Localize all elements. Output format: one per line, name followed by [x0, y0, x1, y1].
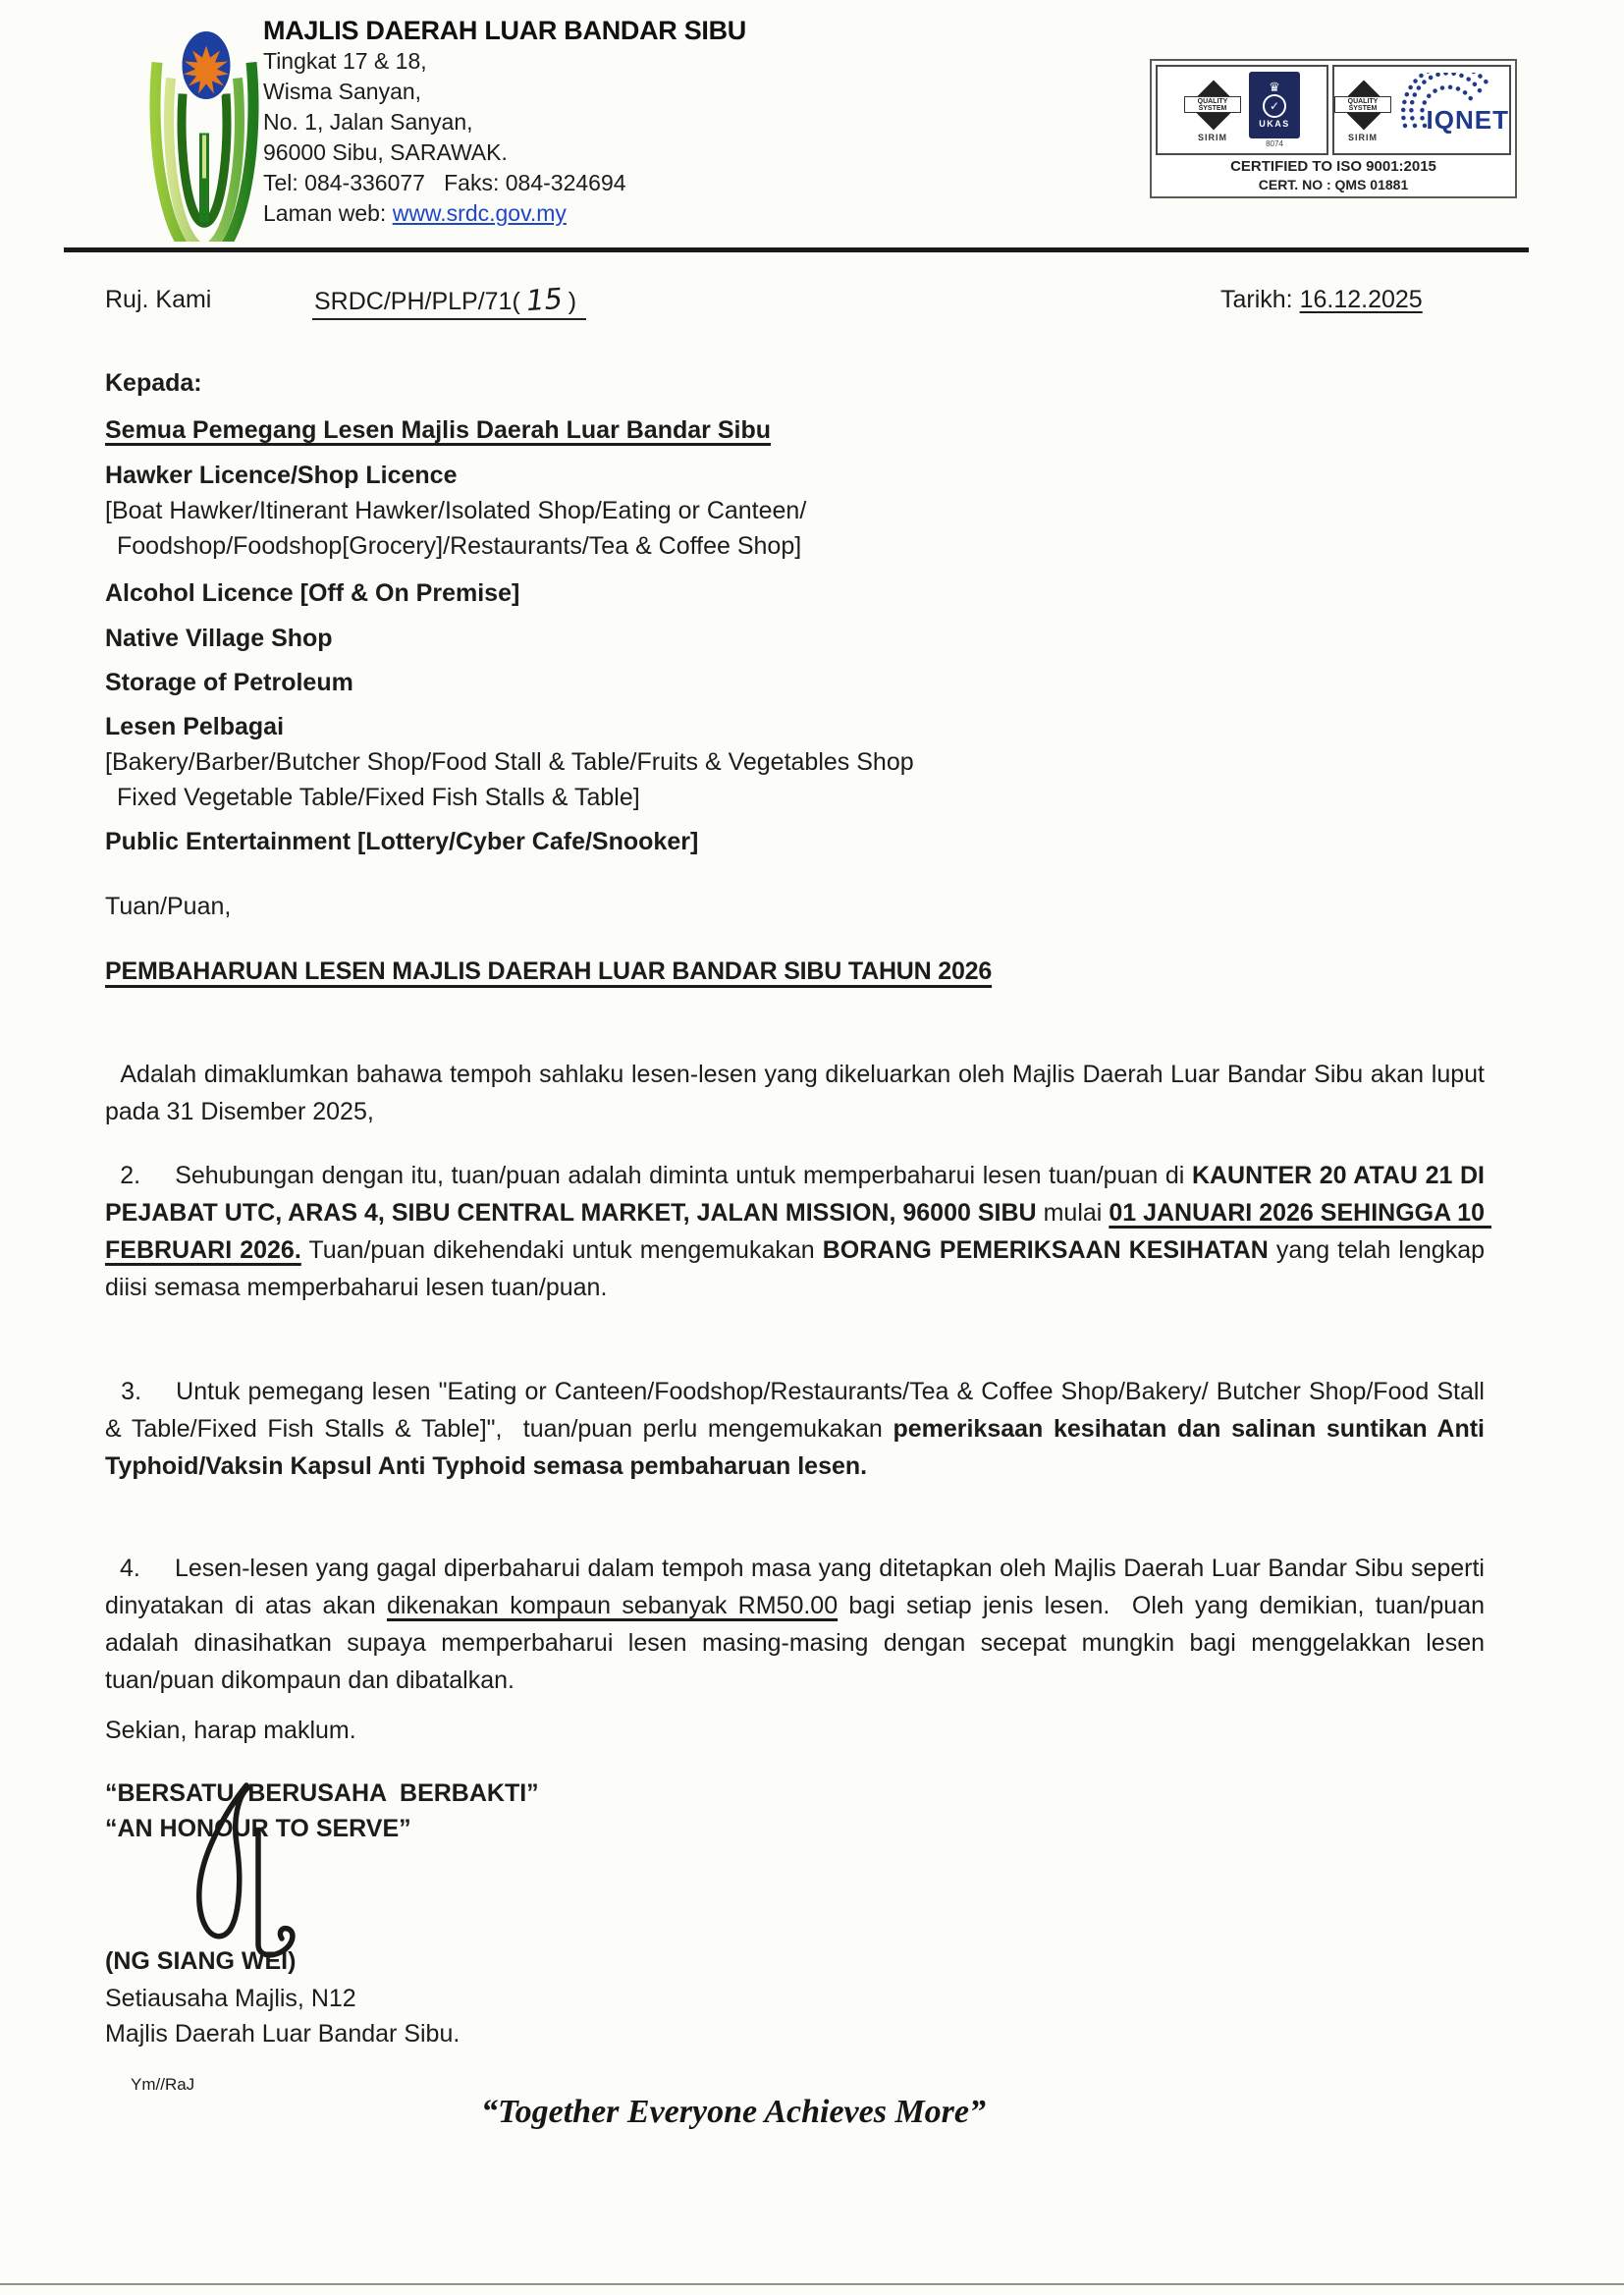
- recipient-line: Lesen Pelbagai: [105, 713, 285, 740]
- sirim-label: SIRIM: [1197, 133, 1227, 142]
- cert-iso-line: CERTIFIED TO ISO 9001:2015: [1230, 158, 1436, 175]
- paragraph-3: [105, 1336, 1491, 1485]
- paragraph-text: Lesen-lesen yang gagal diperbaharui dalam tempoh masa yang ditetapkan oleh Majlis Daerah Luar Bandar Sibu seperti dinyatakan di atas akan: [105, 1555, 1491, 1619]
- paragraph-text: Tuan/puan dikehendaki untuk mengemukakan: [300, 1236, 823, 1264]
- paragraph-text: Sehubungan dengan itu, tuan/puan adalah diminta untuk memperbaharui lesen tuan/puan di: [175, 1162, 1192, 1189]
- paragraph-text-bold: KAUNTER 20 ATAU 21 DI PEJABAT UTC, ARAS 4, SIBU CENTRAL MARKET, JALAN MISSION, 96000 SIBU: [105, 1162, 1491, 1227]
- recipient-line: Storage of Petroleum: [105, 669, 353, 696]
- paragraph-number: 3.: [121, 1378, 142, 1405]
- recipient-line: Public Entertainment [Lottery/Cyber Cafe/Snooker]: [105, 828, 699, 855]
- system-label: SYSTEM: [1198, 105, 1227, 112]
- recipient-line: Fixed Vegetable Table/Fixed Fish Stalls & Table]: [117, 784, 640, 811]
- header-divider: [64, 247, 1529, 252]
- paragraph-text: yang telah lengkap diisi semasa memperbaharui lesen tuan/puan.: [105, 1236, 1491, 1301]
- recipient-line: [Bakery/Barber/Butcher Shop/Food Stall & Table/Fruits & Vegetables Shop: [105, 748, 914, 776]
- letterhead: [263, 16, 746, 229]
- paragraph-4: [105, 1512, 1491, 1699]
- recipient-line: Foodshop/Foodshop[Grocery]/Restaurants/Tea & Coffee Shop]: [117, 532, 802, 560]
- paragraph-text: mulai: [1036, 1199, 1110, 1227]
- ref-code: SRDC/PH/PLP/71(: [314, 288, 520, 315]
- paragraph-number: 2.: [120, 1162, 141, 1189]
- checkmark-icon: ✓: [1263, 94, 1286, 118]
- paragraph-text-bold: BORANG PEMERIKSAAN KESIHATAN: [822, 1236, 1269, 1264]
- ukas-label: UKAS: [1259, 119, 1290, 129]
- ref-handwritten-number: 15: [524, 281, 564, 318]
- recipient-line: Semua Pemegang Lesen Majlis Daerah Luar Bandar Sibu: [105, 416, 771, 444]
- quality-label: QUALITY: [1347, 98, 1379, 105]
- ref-code-close: ): [568, 288, 577, 315]
- signatory-name: (NG SIANG WEI): [105, 1947, 297, 1975]
- sirim-ukas-badge: [1156, 65, 1328, 155]
- iqnet-logo-icon: [1399, 73, 1509, 147]
- sirim-quality-diamond-icon: [1184, 78, 1241, 142]
- paragraph-2: [105, 1120, 1491, 1306]
- paragraph-text-bold-underline: 01 JANUARI 2026 SEHINGGA 10 FEBRUARI 2026.: [105, 1199, 1491, 1264]
- address-line: No. 1, Jalan Sanyan,: [263, 109, 473, 135]
- bottom-edge-line: [0, 2283, 1624, 2285]
- ref-label: Ruj. Kami: [105, 286, 212, 313]
- kepada-label: Kepada:: [105, 369, 202, 397]
- website-label: Laman web:: [263, 200, 393, 226]
- date-label: Tarikh:: [1220, 286, 1300, 313]
- council-logo-graphic: [145, 18, 263, 242]
- ref-number: [312, 283, 586, 316]
- certification-badges: [1150, 59, 1517, 198]
- recipient-line: Hawker Licence/Shop Licence: [105, 462, 458, 489]
- date-value: 16.12.2025: [1299, 286, 1423, 313]
- crown-icon: ♛: [1269, 80, 1280, 94]
- closing-line: Sekian, harap maklum.: [105, 1717, 356, 1744]
- recipient-line: Native Village Shop: [105, 625, 333, 652]
- slogan-line-2: “AN HONOUR TO SERVE”: [105, 1815, 411, 1842]
- system-label: SYSTEM: [1348, 105, 1378, 112]
- paragraph-1: [105, 1018, 1491, 1130]
- paragraph-text-bold: pemeriksaan kesihatan dan salinan suntikan Anti Typhoid/Vaksin Kapsul Anti Typhoid semasa pembaharuan lesen.: [105, 1415, 1491, 1480]
- slogan-line-1: “BERSATU BERUSAHA BERBAKTI”: [105, 1779, 539, 1807]
- footer-motto: “Together Everyone Achieves More”: [480, 2094, 987, 2130]
- phone-fax-line: Tel: 084-336077 Faks: 084-324694: [263, 170, 626, 195]
- paragraph-text: Untuk pemegang lesen "Eating or Canteen/Foodshop/Restaurants/Tea & Coffee Shop/Bakery/ Butcher Shop/Food Stall & Table/Fixed Fish Stalls & Table]", tuan/puan perlu mengemukakan: [105, 1378, 1491, 1443]
- cert-number-line: CERT. NO : QMS 01881: [1258, 177, 1409, 192]
- recipient-line: [Boat Hawker/Itinerant Hawker/Isolated Shop/Eating or Canteen/: [105, 497, 807, 524]
- address-line: 96000 Sibu, SARAWAK.: [263, 139, 508, 165]
- date-line: [1220, 286, 1423, 314]
- signatory-title: Setiausaha Majlis, N12: [105, 1985, 356, 2012]
- sirim-label: SIRIM: [1347, 133, 1378, 142]
- sirim-iqnet-badge: [1332, 65, 1511, 155]
- paragraph-number: 4.: [119, 1555, 140, 1582]
- signature-scribble: [182, 1779, 309, 1976]
- sirim-quality-diamond-icon: [1334, 78, 1391, 142]
- paragraph-text: bagi setiap jenis lesen. Oleh yang demikian, tuan/puan adalah dinasihatkan supaya memperbaharui lesen masing-masing dengan secepat mungkin bagi menggelakkan lesen tuan/puan dikompaun dan dibatalkan.: [105, 1592, 1491, 1694]
- quality-label: QUALITY: [1197, 98, 1228, 105]
- ukas-badge-icon: [1249, 72, 1300, 138]
- website-link[interactable]: www.srdc.gov.my: [392, 200, 567, 226]
- ukas-number: 8074: [1266, 139, 1283, 148]
- address-line: Wisma Sanyan,: [263, 79, 422, 104]
- signatory-org: Majlis Daerah Luar Bandar Sibu.: [105, 2020, 460, 2048]
- org-name: MAJLIS DAERAH LUAR BANDAR SIBU: [263, 16, 747, 45]
- address-line: Tingkat 17 & 18,: [263, 48, 427, 74]
- website-line: [263, 198, 746, 229]
- council-logo: [145, 18, 263, 242]
- salutation: Tuan/Puan,: [105, 893, 232, 920]
- paragraph-text-underline: dikenakan kompaun sebanyak RM50.00: [386, 1592, 839, 1619]
- iqnet-label: IQNET: [1426, 105, 1509, 135]
- paragraph-text: Adalah dimaklumkan bahawa tempoh sahlaku lesen-lesen yang dikeluarkan oleh Majlis Daerah Luar Bandar Sibu akan luput pada 31 Disember 2025,: [105, 1061, 1491, 1125]
- subject-title: PEMBAHARUAN LESEN MAJLIS DAERAH LUAR BANDAR SIBU TAHUN 2026: [105, 957, 993, 985]
- typist-initials: Ym//RaJ: [131, 2075, 195, 2094]
- recipient-line: Alcohol Licence [Off & On Premise]: [105, 579, 520, 607]
